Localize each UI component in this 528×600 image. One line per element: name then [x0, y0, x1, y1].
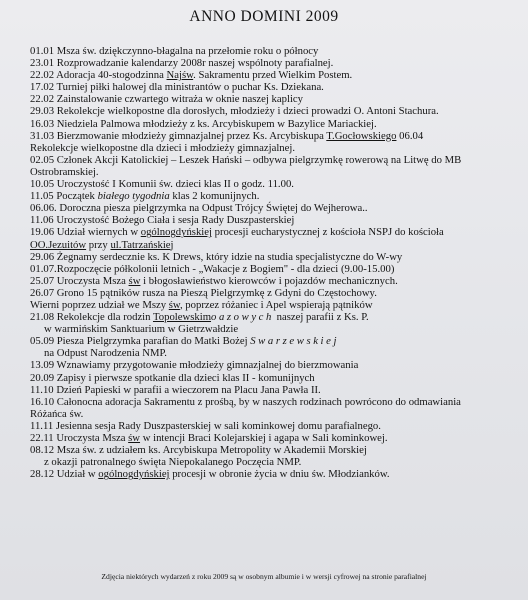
chronicle-entry: [30, 190, 520, 202]
entry-text: 05.09 Piesza Pielgrzymka parafian do Matki Bożej: [30, 335, 251, 348]
chronicle-entry: [30, 432, 520, 444]
entry-text: T.Gocłowskiego: [326, 129, 397, 142]
entry-text: OO.Jezuitów: [30, 238, 87, 251]
entry-text: 19.06 Udział wiernych w: [30, 226, 141, 239]
entry-text: 22.02 Adoracja 40-stogodzinna: [30, 69, 167, 82]
chronicle-entry: [30, 444, 520, 456]
chronicle-entry: [30, 384, 520, 396]
entry-text: ul.Tatrzańskiej: [110, 238, 174, 251]
entry-text: ogólnogdyńskiej: [98, 468, 170, 481]
chronicle-list: [30, 45, 520, 480]
chronicle-entry: [30, 178, 520, 190]
entry-text: św: [168, 298, 180, 311]
entry-text: 23.01 Rozprowadzanie kalendarzy 2008r naszej wspólnoty parafialnej.: [30, 57, 334, 70]
chronicle-entry: [30, 57, 520, 69]
entry-text: 16.03 Niedziela Palmowa młodzieży z ks. Arcybiskupem w Bazylice Mariackiej.: [30, 117, 377, 130]
chronicle-entry: [30, 275, 520, 287]
chronicle-entry: [30, 214, 520, 226]
chronicle-entry: [30, 420, 520, 432]
chronicle-entry: [30, 347, 520, 359]
entry-text: z okazji patronalnego święta Niepokalanego Poczęcia NMP.: [44, 456, 302, 469]
entry-text: przy: [86, 238, 111, 251]
entry-text: na Odpust Narodzenia NMP.: [44, 347, 167, 360]
chronicle-entry: [30, 81, 520, 93]
entry-text: 17.02 Turniej piłki halowej dla ministrantów o puchar Ks. Dziekana.: [30, 81, 324, 94]
entry-text: 11.11 Jesienna sesja Rady Duszpasterskiej w sali kominkowej domu parafialnego.: [30, 419, 381, 432]
chronicle-entry: [30, 166, 520, 178]
chronicle-entry: [30, 45, 520, 57]
entry-text: procesji eucharystycznej z kościoła NSPJ do kościoła: [211, 226, 444, 239]
chronicle-entry: [30, 130, 520, 142]
chronicle-entry: [30, 287, 520, 299]
chronicle-entry: [30, 372, 520, 384]
entry-text: w warmińskim Sanktuarium w Gietrzwałdzie: [44, 323, 239, 336]
entry-text: 20.09 Zapisy i pierwsze spotkanie dla dzieci klas II - komunijnych: [30, 371, 315, 384]
entry-text: 08.12 Msza św. z udziałem ks. Arcybiskupa Metropolity w Akademii Morskiej: [30, 444, 367, 457]
chronicle-entry: [30, 251, 520, 263]
chronicle-entry: [30, 263, 520, 275]
chronicle-entry: [30, 202, 520, 214]
entry-text: 02.05 Członek Akcji Katolickiej – Leszek Hański – odbywa pielgrzymkę rowerową na Litwę do MB: [30, 153, 462, 166]
entry-text: Wierni poprzez udział we Mszy: [30, 298, 169, 311]
entry-text: 31.03 Bierzmowanie młodzieży gimnazjalnej przez Ks. Arcybiskupa: [30, 129, 327, 142]
entry-text: 11.06 Uroczystość Bożego Ciała i sesja Rady Duszpasterskiej: [30, 214, 295, 227]
chronicle-entry: [30, 105, 520, 117]
entry-text: 13.09 Wznawiamy przygotowanie młodzieży gimnazjalnej do bierzmowania: [30, 359, 359, 372]
entry-text: procesji w obronie życia w dniu św. Młodzianków.: [169, 468, 390, 481]
chronicle-entry: [30, 299, 520, 311]
entry-text: 11.10 Dzień Papieski w parafii a wieczorem na Placu Jana Pawła II.: [30, 383, 321, 396]
entry-text: 29.06 Żegnamy serdecznie ks. K Drews, który idzie na studia specjalistyczne do W-wy: [30, 250, 403, 263]
entry-text: naszej parafii z Ks. P.: [273, 311, 369, 324]
entry-text: 01.01 Msza św. dziękczynno-błagalna na przełomie roku o północy: [30, 45, 319, 57]
entry-text: Najśw: [166, 69, 194, 82]
entry-text: 22.02 Zainstalowanie czwartego witraża w oknie naszej kaplicy: [30, 93, 304, 106]
chronicle-entry: [30, 142, 520, 154]
chronicle-entry: [30, 93, 520, 105]
entry-text: oazowych: [211, 311, 274, 324]
entry-text: i błogosławieństwo kierowców i pojazdów mechanicznych.: [140, 274, 398, 287]
chronicle-entry: [30, 396, 520, 408]
document-title: ANNO DOMINI 2009: [189, 8, 339, 25]
entry-text: 21.08 Rekolekcje dla rodzin: [30, 311, 153, 324]
entry-text: 06.04: [396, 129, 424, 142]
chronicle-entry: [30, 323, 520, 335]
entry-text: . Sakramentu przed Wielkim Postem.: [193, 69, 353, 82]
entry-text: , poprzez różaniec i Apel wspierają pątników: [179, 298, 373, 311]
chronicle-entry: [30, 359, 520, 371]
entry-text: 10.05 Uroczystość I Komunii św. dzieci klas II o godz. 11.00.: [30, 178, 294, 191]
entry-text: Różańca św.: [30, 407, 84, 420]
chronicle-entry: [30, 335, 520, 347]
entry-text: Rekolekcje wielkopostne dla dzieci i młodzieży gimnazjalnej.: [30, 141, 296, 154]
chronicle-entry: [30, 408, 520, 420]
entry-text: 16.10 Całonocna adoracja Sakramentu z prośbą, by w naszych rodzinach powrócono do odmawiania: [30, 395, 461, 408]
entry-text: 01.07.Rozpoczęcie półkolonii letnich - „Wakacje z Bogiem" - dla dzieci (9.00-15.00): [30, 262, 395, 275]
entry-text: Ostrobramskiej.: [30, 165, 99, 178]
chronicle-entry: [30, 456, 520, 468]
chronicle-entry: [30, 468, 520, 480]
entry-text: białego tygodnia: [97, 190, 170, 203]
entry-text: 25.07 Uroczysta Msza: [30, 274, 129, 287]
chronicle-entry: [30, 69, 520, 81]
entry-text: 28.12 Udział w: [30, 468, 99, 481]
entry-text: św: [128, 274, 141, 287]
entry-text: 26.07 Grono 15 pątników rusza na Pieszą Pielgrzymkę z Gdyni do Częstochowy.: [30, 286, 377, 299]
entry-text: Swarzewskiej: [250, 335, 340, 348]
entry-text: 22.11 Uroczysta Msza: [30, 432, 129, 444]
chronicle-entry: [30, 226, 520, 238]
entry-text: 06.06. Doroczna piesza pielgrzymka na Odpust Trójcy Świętej do Wejherowa..: [30, 202, 368, 215]
footer-note: Zdjęcia niektórych wydarzeń z roku 2009 są w osobnym albumie i w wersji cyfrowej na stronie parafialnej: [101, 572, 427, 581]
chronicle-entry: [30, 239, 520, 251]
entry-text: 29.03 Rekolekcje wielkopostne dla dorosłych, młodzieży i dzieci prowadzi O. Antoni Stachura.: [30, 105, 439, 118]
chronicle-entry: [30, 118, 520, 130]
entry-text: klas 2 komunijnych.: [169, 190, 260, 203]
entry-text: 11.05 Początek: [30, 190, 98, 203]
entry-text: w intencji Braci Kolejarskiej i agapa w Sali kominkowej.: [140, 432, 388, 444]
chronicle-entry: [30, 154, 520, 166]
entry-text: ogólnogdyńskiej: [140, 226, 212, 239]
entry-text: św: [128, 432, 141, 444]
entry-text: Topolewskim: [152, 311, 212, 324]
chronicle-entry: [30, 311, 520, 323]
